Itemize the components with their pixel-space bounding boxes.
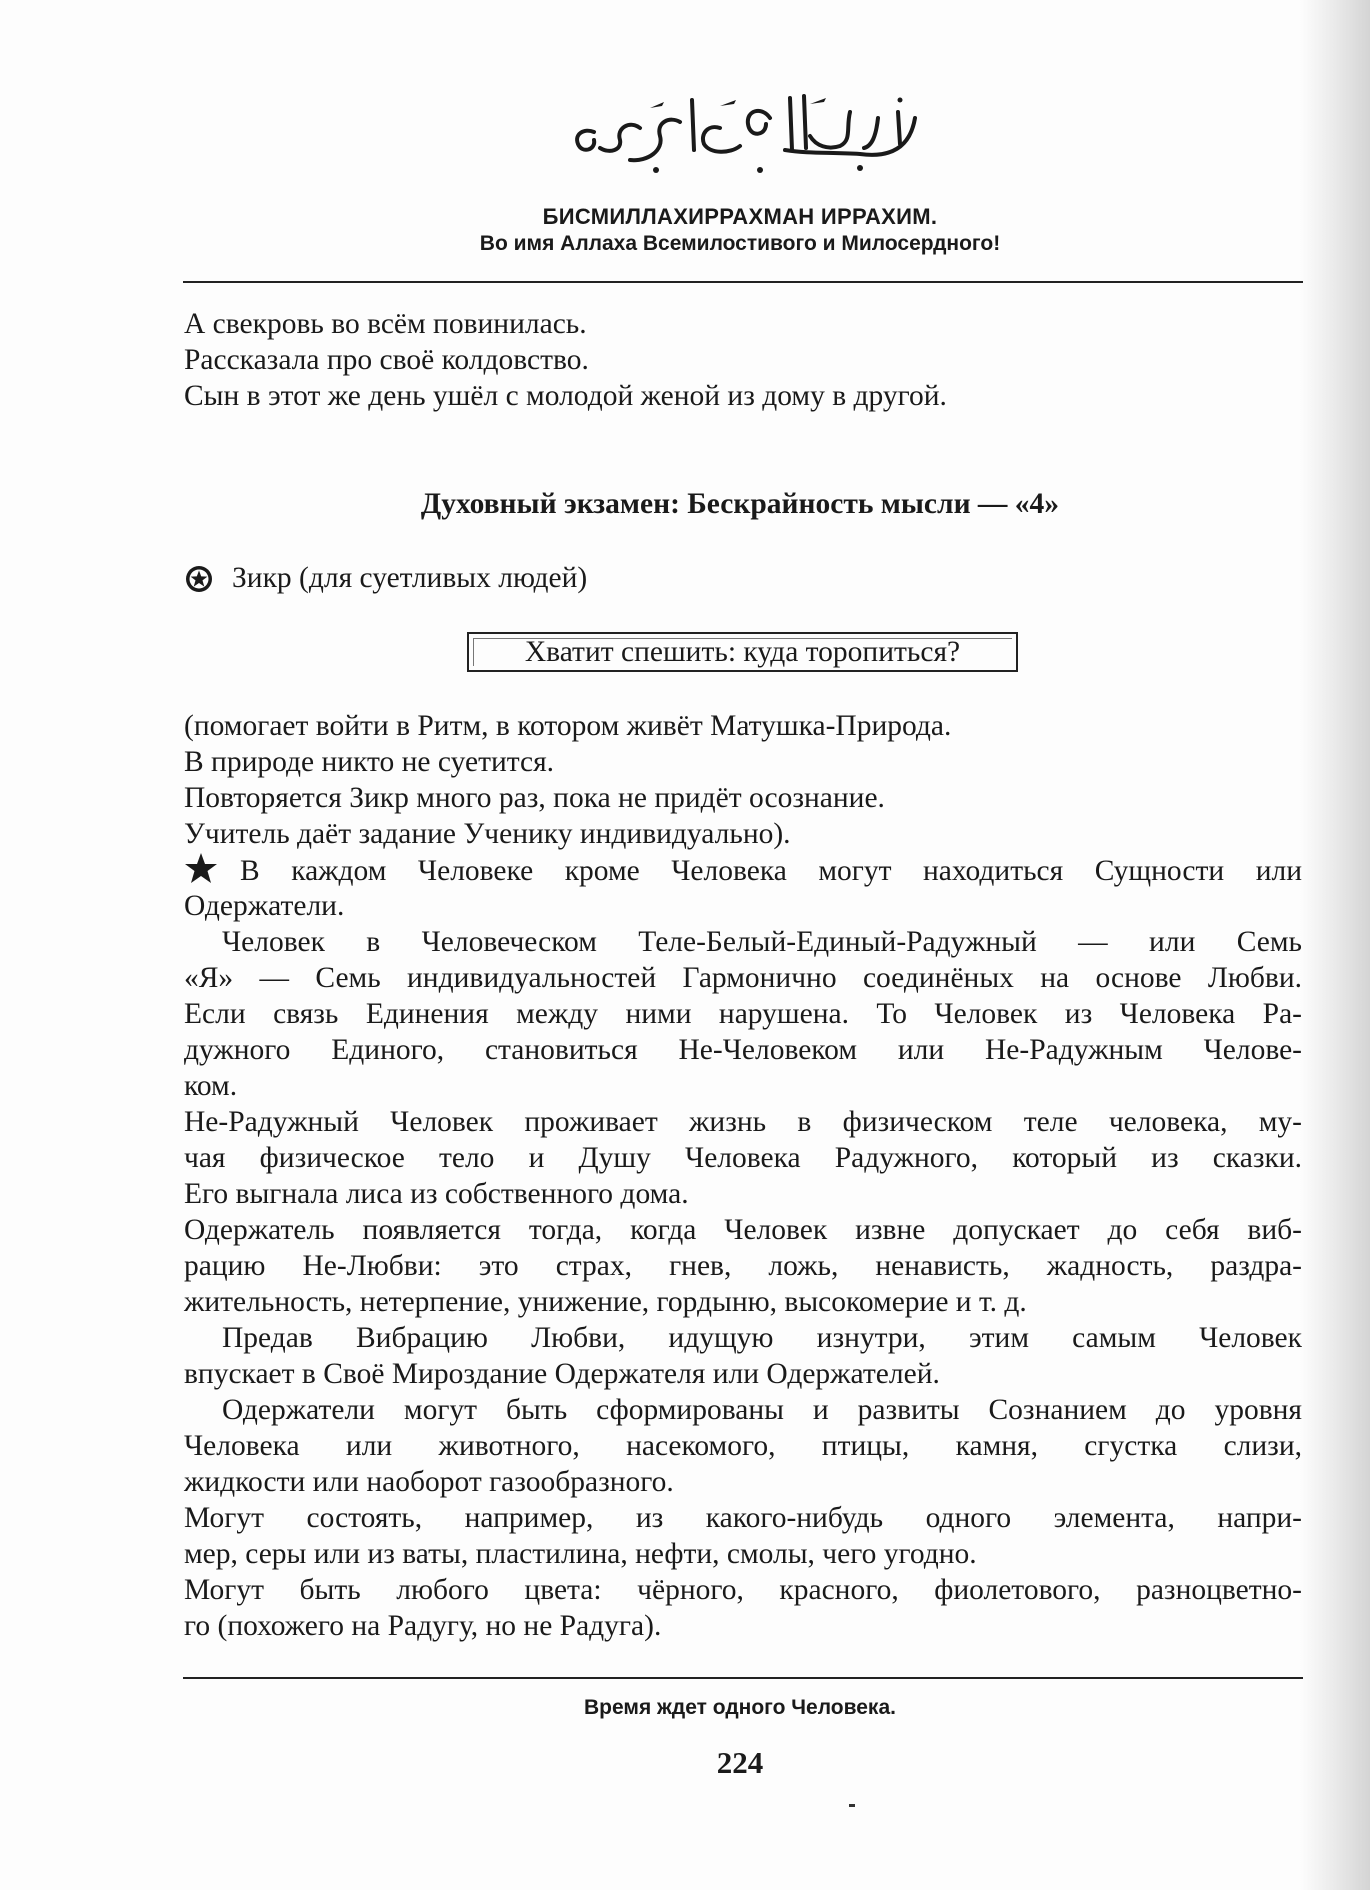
text-line: Могут быть любого цвета: чёрного, красного, фиолетового, разноцветно- (184, 1574, 1302, 1606)
text-line: впускает в Своё Мироздание Одержателя или Одержателей. (184, 1358, 940, 1390)
text-line: мер, серы или из ваты, пластилина, нефти, смолы, чего угодно. (184, 1538, 977, 1570)
text-line: Сын в этот же день ушёл с молодой женой из дому в другой. (184, 380, 947, 412)
text-line (184, 852, 1302, 888)
header-title: БИСМИЛЛАХИРРАХМАН ИРРАХИМ. (542, 204, 938, 229)
intro-text (184, 306, 1302, 414)
text-line: Повторяется Зикр много раз, пока не придёт осознание. (184, 782, 885, 814)
text-line: Человека или животного, насекомого, птицы, камня, сгустка слизи, (184, 1430, 1302, 1462)
header-divider (183, 281, 1303, 283)
page-number: 224 (716, 1745, 764, 1780)
arabic-bismillah-calligraphy-icon (560, 88, 930, 180)
footer-divider (183, 1677, 1303, 1679)
zikr-line (184, 562, 587, 595)
main-text (184, 708, 1302, 1644)
text-line: жительность, нетерпение, унижение, гордыню, высокомерие и т. д. (184, 1286, 1027, 1318)
text-line: Человек в Человеческом Теле-Белый-Единый-Радужный — или Семь (222, 926, 1302, 958)
text-line: А свекровь во всём повинилась. (184, 308, 587, 340)
text-line: Предав Вибрацию Любви, идущую изнутри, этим самым Человек (222, 1322, 1302, 1354)
text-line: дужного Единого, становиться Не-Человеком или Не-Радужным Челове- (184, 1034, 1302, 1066)
text-line: Учитель даёт задание Ученику индивидуально). (184, 818, 791, 850)
zikr-boxed-phrase (467, 632, 1018, 672)
star-paragraph-line: В каждом Человеке кроме Человека могут находиться Сущности или (240, 855, 1302, 887)
zikr-boxed-text: Хватит спешить: куда торопиться? (524, 636, 961, 668)
footer-text: Время ждет одного Человека. (584, 1696, 896, 1719)
text-line: Если связь Единения между ними нарушена. То Человек из Человека Ра- (184, 998, 1302, 1030)
text-line: (помогает войти в Ритм, в котором живёт Матушка-Природа. (184, 710, 952, 742)
text-line: рацию Не-Любви: это страх, гнев, ложь, ненависть, жадность, раздра- (184, 1250, 1302, 1282)
text-line: «Я» — Семь индивидуальностей Гармонично соединёных на основе Любви. (184, 962, 1302, 994)
text-line: Одержатель появляется тогда, когда Человек извне допускает до себя виб- (184, 1214, 1302, 1246)
text-line: В природе никто не суетится. (184, 746, 555, 778)
text-line: Его выгнала лиса из собственного дома. (184, 1178, 689, 1210)
text-line: го (похожего на Радугу, но не Радуга). (184, 1610, 662, 1642)
circled-star-icon (184, 564, 214, 594)
text-line: чая физическое тело и Душу Человека Радужного, который из сказки. (184, 1142, 1302, 1174)
section-heading: Духовный экзамен: Бескрайность мысли — «4» (420, 488, 1060, 520)
box-inner-border (473, 638, 1012, 666)
star-icon (184, 852, 218, 884)
zikr-label: Зикр (для суетливых людей) (232, 562, 588, 594)
text-line: Одержатели могут быть сформированы и развиты Сознанием до уровня (222, 1394, 1302, 1426)
text-line: Рассказала про своё колдовство. (184, 344, 589, 376)
text-line: Не-Радужный Человек проживает жизнь в физическом теле человека, му- (184, 1106, 1302, 1138)
header-subtitle: Во имя Аллаха Всемилостивого и Милосердного! (479, 232, 1001, 255)
scan-speck (849, 1804, 855, 1807)
text-line: ком. (184, 1070, 238, 1102)
text-line: Одержатели. (184, 890, 345, 922)
text-line: Могут состоять, например, из какого-нибудь одного элемента, напри- (184, 1502, 1302, 1534)
text-line: жидкости или наоборот газообразного. (184, 1466, 674, 1498)
page-edge-shadow (1300, 0, 1370, 1890)
